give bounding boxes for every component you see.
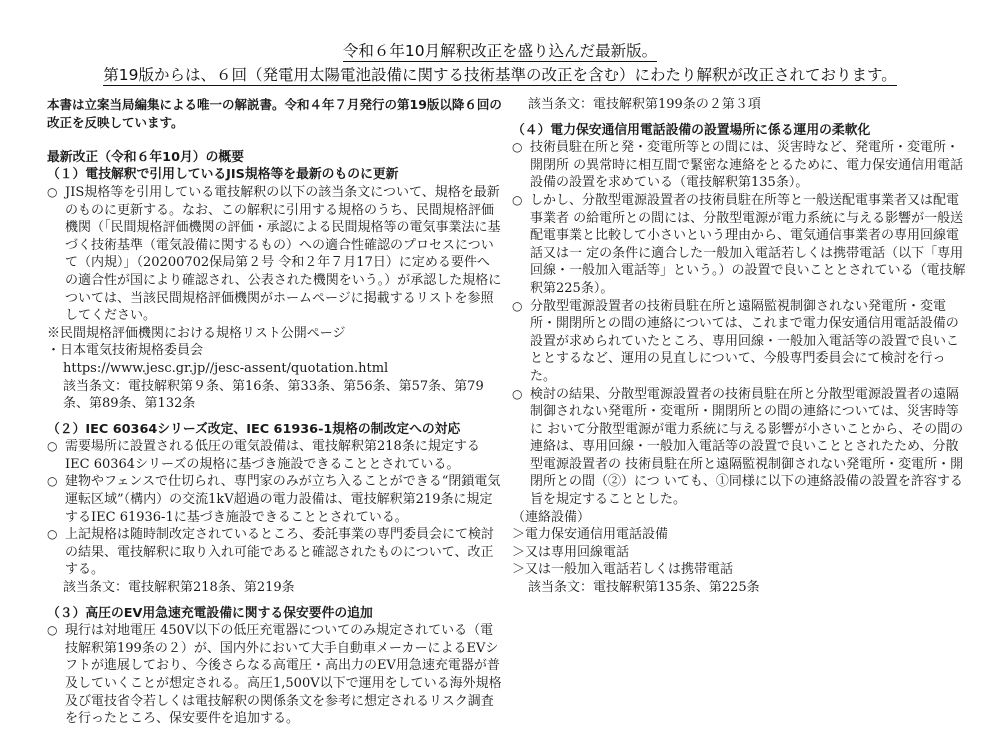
right-column [512, 96, 967, 597]
section-4-list-title: （連絡設備） [512, 509, 591, 525]
section-2-bullet-1: ○ 需要場所に設置される低圧の電気設備は、電技解釈第218条に規定するIEC 60364シリーズの規格に基づき施設できることとされている。 [47, 438, 502, 473]
section-4-bullet-3: ○ 分散型電源設置者の技術員駐在所と遠隔監視制御されない発電所・変電所・開閉所との間の連絡については、これまで電力保安通信用電話設備の設置が求められていたところ、専用回線・一般加入電話等の設置で良いこととするなど、運用の見直しについて、今般専門委員会にて検討を行った。 [512, 298, 967, 386]
section-1-ref: 該当条文：電技解釈第９条、第16条、第33条、第56条、第57条、第79条、第89条、第132条 [63, 378, 484, 412]
section-4-bullet-1: ○ 技術員駐在所と発・変電所等との間には、災害時など、発電所・変電所・開閉所 の異常時に相互間で緊密な連絡をとるために、電力保安通信用電話設備の設置を求めている（電技解釈第135条）。 [512, 139, 967, 192]
section-2-bullet-3: ○ 上記規格は随時制改定されているところ、委託事業の専門委員会にて検討の結果、電技解釈に取り入れ可能であると確認されたものについて、改正する。 [47, 526, 502, 579]
section-4-bullet-4: ○ 検討の結果、分散型電源設置者の技術員駐在所と分散型電源設置者の遠隔制御されない発電所・変電所・開閉所との間の連絡については、災害時等に おいて分散型電源が電力系統に与える影響が小さいことから、その間の連絡は、専用回線・一般加入電話等の設置で良いこととされたため、分散型電源設置者の 技術員駐在所と遠隔監視制御されない発電所・変電所・開閉所との間（②）につ いても、①同様に以下の連絡設備の設置を許容する旨を規定することとした。 [512, 386, 967, 509]
section-1-url: https://www.jesc.gr.jp//jesc-assent/quotation.html [63, 360, 389, 376]
headline-2: 第19版からは、６回（発電用太陽電池設備に関する技術基準の改正を含む）にわたり解釈が改正されております。 [103, 66, 897, 84]
headline-1: 令和６年10月解釈改正を盛り込んだ最新版。 [342, 42, 658, 60]
section-2-ref: 該当条文：電技解釈第218条、第219条 [63, 580, 295, 596]
section-4-bullet-2: ○ しかし、分散型電源設置者の技術員駐在所等と一般送配電事業者又は配電事業者 の給電所との間には、分散型電源が電力系統に与える影響が一般送配電事業と比較して小さいという理由から、電気通信事業者の専用回線電話又は一 定の条件に適合した一般加入電話若しくは携帯電話（以下「専用回線・一般加入電話等」という。）の設置で良いこととされている（電技解釈第225条）。 [512, 192, 967, 298]
overview-title: 最新改正（令和６年10月）の概要 [47, 149, 244, 165]
intro-text: 本書は立案当局編集による唯一の解説書。令和４年７月発行の第19版以降６回の改正を反映しています。 [47, 97, 502, 130]
section-4-item-1: ＞電力保安通信用電話設備 [512, 527, 669, 543]
section-2-title: （２）IEC 60364シリーズ改定、IEC 61936-1規格の制改定への対応 [47, 421, 461, 437]
section-4-title: （４）電力保安通信用電話設備の設置場所に係る運用の柔軟化 [512, 122, 871, 138]
section-3-title: （３）高圧のEV用急速充電設備に関する保安要件の追加 [47, 605, 373, 621]
section-2-bullet-2: ○ 建物やフェンスで仕切られ、専門家のみが立ち入ることができる“閉鎖電気運転区域”（構内）の交流1kV超過の電力設備は、電技解釈第219条に規定するIEC 61936-1に基づき施設できることとされている。 [47, 473, 502, 526]
section-4-item-2: ＞又は専用回線電話 [512, 544, 630, 560]
section-3-bullet-1: ○ 現行は対地電圧 450V以下の低圧充電器についてのみ規定されている（電技解釈第199条の２）が、国内外において大手自動車メーカーによるEVシフトが進展しており、今後さらなる高電圧・高出力のEV用急速充電器が普及していくことが想定される。高圧1,500V以下で運用をしている海外規格及び電技省令若しくは電技解釈の関係条文を参考に想定されるリスク調査を行ったところ、保安要件を追加する。 [47, 622, 502, 728]
section-1-title: （１）電技解釈で引用しているJIS規格等を最新のものに更新 [47, 167, 399, 183]
section-4-ref: 該当条文：電技解釈第135条、第225条 [528, 580, 760, 596]
section-1-note: ※民間規格評価機関における規格リスト公開ページ [47, 325, 346, 341]
left-column [47, 96, 502, 728]
section-3-ref: 該当条文：電技解釈第199条の２第３項 [528, 97, 761, 112]
section-1-bullet: ○ JIS規格等を引用している電技解釈の以下の該当条文について、規格を最新のものに更新する。なお、この解釈に引用する規格のうち、民間規格評価機関（「民間規格評価機関の評価・承認による民間規格等の電気事業法に基づく技術基準（電気設備に関するもの）への適合性確認のプロセスについて（内規）」（20200702保局第２号 令和２年７月17日）に定める要件への適合性が国により確認され、公表された機関をいう。）が承認した規格については、当該民間規格評価機関がホームページに掲載するリストを参照してください。 [47, 184, 502, 325]
section-1-org: ・日本電気技術規格委員会 [47, 343, 204, 359]
section-4-item-3: ＞又は一般加入電話若しくは携帯電話 [512, 562, 734, 578]
